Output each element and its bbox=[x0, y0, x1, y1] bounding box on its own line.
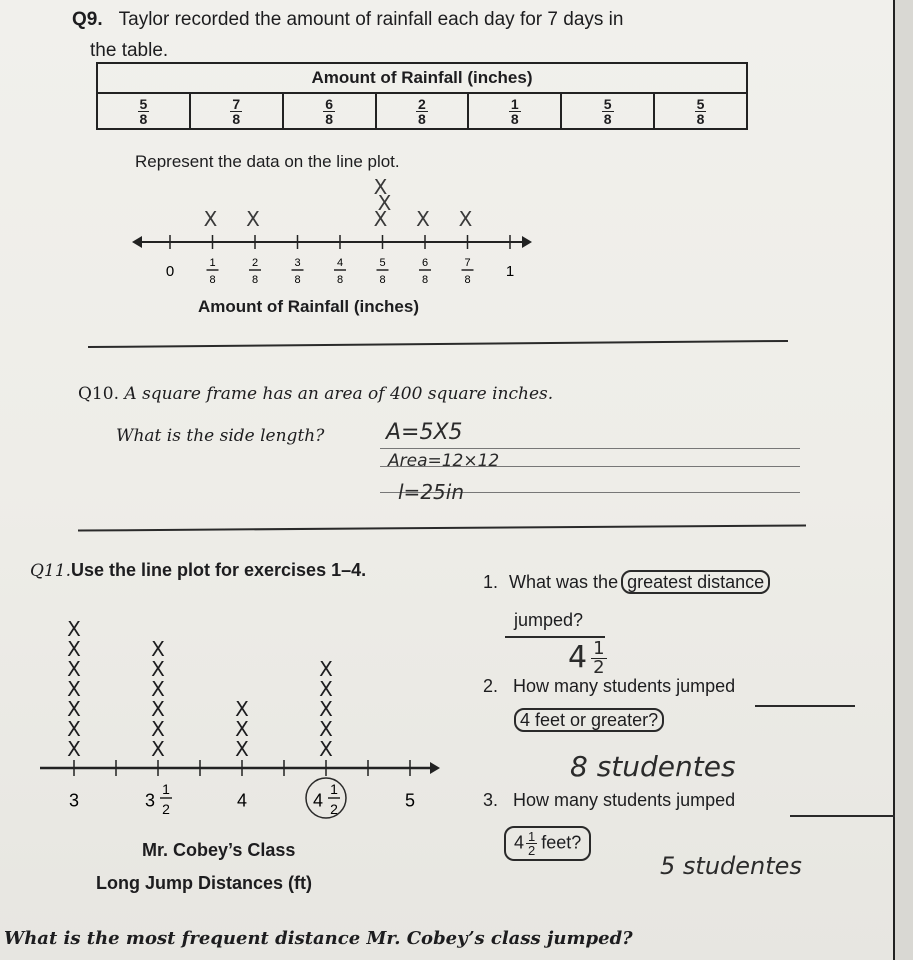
x-mark: X bbox=[319, 677, 333, 701]
rainfall-table-row bbox=[97, 93, 747, 129]
plot-tick-label-denominator: 8 bbox=[464, 274, 471, 286]
fraction bbox=[323, 97, 335, 126]
axis-arrow-right bbox=[430, 762, 440, 774]
q10-question: What is the side length? bbox=[116, 426, 325, 446]
handwritten-x-mark: X bbox=[373, 207, 388, 231]
answer-underline bbox=[790, 815, 895, 817]
plot-tick-label-numerator: 1 bbox=[162, 781, 170, 797]
axis-arrow-left bbox=[132, 236, 142, 248]
numerator: 5 bbox=[603, 95, 612, 112]
plot-tick-label-numerator: 1 bbox=[209, 257, 216, 269]
handwritten-x-mark: X bbox=[458, 207, 473, 231]
q11-instruction: Use the line plot for exercises 1–4. bbox=[70, 560, 367, 580]
exercise-1-answer-whole: 4 bbox=[568, 640, 588, 675]
plot-tick-label: 3 bbox=[68, 790, 80, 811]
plot-tick-label-numerator: 1 bbox=[330, 781, 338, 797]
x-mark: X bbox=[235, 697, 249, 721]
exercise-3-number: 3. bbox=[483, 790, 499, 810]
q9-number: Q9. bbox=[72, 9, 103, 30]
exercise-1 bbox=[483, 572, 770, 593]
plot-tick-label: 1 bbox=[505, 262, 515, 280]
denominator: 8 bbox=[232, 110, 241, 127]
exercise-2 bbox=[483, 676, 735, 697]
denominator: 8 bbox=[418, 110, 426, 127]
plot-tick-label-denominator: 8 bbox=[336, 274, 344, 286]
exercise-3-text: How many students jumped bbox=[513, 790, 736, 810]
x-mark: X bbox=[67, 717, 81, 741]
x-mark: X bbox=[319, 657, 333, 681]
denominator: 8 bbox=[510, 110, 519, 127]
q11-heading bbox=[30, 560, 366, 581]
q10-prompt bbox=[78, 384, 553, 404]
rainfall-table bbox=[96, 62, 748, 130]
exercise-3 bbox=[483, 790, 735, 811]
numerator: 5 bbox=[696, 95, 705, 112]
denominator: 8 bbox=[696, 110, 705, 127]
q10-answer-line1: A=5X5 bbox=[386, 420, 463, 445]
x-mark: X bbox=[67, 697, 81, 721]
q11-number: Q11. bbox=[30, 561, 71, 581]
fraction bbox=[230, 97, 242, 126]
x-mark: X bbox=[151, 657, 165, 681]
rainfall-table-cell bbox=[561, 93, 654, 129]
q10-number: Q10. bbox=[78, 384, 119, 404]
rainfall-table-title: Amount of Rainfall (inches) bbox=[97, 63, 747, 93]
exercise-1-text-2: jumped? bbox=[514, 610, 584, 630]
plot-tick-label-denominator: 8 bbox=[379, 274, 386, 286]
answer-line bbox=[380, 448, 800, 449]
x-mark: X bbox=[151, 677, 165, 701]
exercise-1-answer-num: 1 bbox=[593, 638, 605, 659]
x-mark: X bbox=[67, 737, 81, 761]
fraction bbox=[509, 97, 521, 126]
q9-prompt bbox=[72, 4, 720, 66]
handwritten-x-mark: X bbox=[416, 207, 430, 231]
exercise-2-text: How many students jumped bbox=[513, 676, 736, 696]
rainfall-plot-xlabel: Amount of Rainfall (inches) bbox=[198, 297, 419, 316]
axis-arrow-right bbox=[522, 236, 532, 248]
rainfall-table-cell bbox=[654, 93, 747, 129]
x-mark: X bbox=[151, 717, 165, 741]
rainfall-table-cell bbox=[283, 93, 376, 129]
x-mark: X bbox=[151, 637, 165, 661]
x-mark: X bbox=[67, 617, 81, 641]
plot-tick-label-denominator: 8 bbox=[294, 274, 301, 286]
q10-answer-line3: l=25in bbox=[398, 480, 464, 504]
long-jump-line-plot bbox=[40, 596, 450, 836]
plot-tick-label-denominator: 2 bbox=[162, 801, 170, 817]
exercise-2-boxed-text: 4 feet or greater? bbox=[514, 708, 664, 732]
fraction bbox=[138, 97, 150, 126]
handwritten-x-mark: X bbox=[246, 207, 260, 231]
q9-prompt-line2: the table. bbox=[90, 40, 169, 61]
plot-caption-class: Mr. Cobey’s Class bbox=[142, 840, 296, 860]
plot-tick-label-numerator: 5 bbox=[379, 257, 386, 269]
exercise-1-number: 1. bbox=[483, 572, 499, 592]
plot-caption-title: Long Jump Distances (ft) bbox=[96, 873, 313, 893]
rainfall-table-cell bbox=[376, 93, 469, 129]
q10-prompt-text: A square frame has an area of 400 square inches. bbox=[124, 384, 554, 404]
q10-answer-line2: Area=12×12 bbox=[388, 451, 500, 471]
plot-tick-label-denominator: 8 bbox=[251, 274, 259, 286]
rainfall-table-cell bbox=[190, 93, 283, 129]
answer-underline bbox=[755, 705, 855, 707]
exercise-3-boxed-num: 1 bbox=[528, 829, 536, 844]
q9-instruction: Represent the data on the line plot. bbox=[135, 152, 400, 171]
x-mark: X bbox=[319, 717, 333, 741]
fraction bbox=[602, 97, 614, 126]
exercise-2-answer: 8 studentes bbox=[570, 750, 736, 783]
numerator: 1 bbox=[510, 95, 519, 112]
x-mark: X bbox=[235, 737, 249, 761]
handwritten-x-mark: X bbox=[203, 207, 218, 231]
x-mark: X bbox=[319, 737, 333, 761]
denominator: 8 bbox=[325, 110, 333, 127]
numerator: 2 bbox=[418, 95, 426, 112]
x-mark: X bbox=[67, 677, 81, 701]
x-mark: X bbox=[151, 697, 165, 721]
plot-tick-label-whole: 3 bbox=[144, 790, 156, 811]
x-mark: X bbox=[67, 637, 81, 661]
page-edge bbox=[893, 0, 913, 960]
denominator: 8 bbox=[603, 110, 612, 127]
plot-tick-label-whole: 4 bbox=[312, 790, 324, 811]
exercise-3-boxed-whole: 4 bbox=[514, 832, 525, 853]
handwritten-x-mark: X bbox=[373, 175, 388, 199]
rainfall-table-cell bbox=[468, 93, 561, 129]
exercise-4-text: What is the most frequent distance Mr. Cobey’s class jumped? bbox=[4, 928, 633, 949]
x-mark: X bbox=[319, 697, 333, 721]
answer-underline bbox=[505, 636, 605, 638]
numerator: 6 bbox=[325, 95, 333, 112]
plot-tick-label-numerator: 2 bbox=[251, 257, 259, 269]
handwritten-x-mark: X bbox=[377, 191, 392, 215]
exercise-2-number: 2. bbox=[483, 676, 499, 696]
numerator: 5 bbox=[139, 95, 148, 112]
exercise-1-boxed: greatest distance bbox=[621, 570, 770, 594]
plot-tick-label: 0 bbox=[165, 262, 175, 280]
plot-tick-label-numerator: 6 bbox=[421, 257, 429, 269]
plot-tick-label-numerator: 7 bbox=[464, 257, 471, 269]
x-mark: X bbox=[67, 657, 81, 681]
fraction bbox=[695, 97, 707, 126]
fraction bbox=[416, 97, 428, 126]
numerator: 7 bbox=[232, 95, 241, 112]
plot-tick-label-numerator: 3 bbox=[294, 257, 301, 269]
exercise-1-text: What was the bbox=[509, 572, 619, 592]
exercise-3-answer: 5 studentes bbox=[660, 852, 802, 880]
denominator: 8 bbox=[139, 110, 148, 127]
plot-tick-label: 4 bbox=[236, 790, 248, 811]
exercise-1-answer bbox=[568, 640, 607, 677]
plot-tick-label-denominator: 2 bbox=[330, 801, 338, 817]
x-mark: X bbox=[151, 737, 165, 761]
exercise-1-answer-den: 2 bbox=[593, 657, 605, 678]
exercise-3-boxed-den: 2 bbox=[528, 843, 536, 858]
exercise-2-boxed bbox=[514, 710, 664, 731]
x-mark: X bbox=[235, 717, 249, 741]
plot-tick-label-numerator: 4 bbox=[336, 257, 344, 269]
plot-tick-label: 5 bbox=[404, 790, 416, 811]
plot-tick-label-denominator: 8 bbox=[209, 274, 216, 286]
exercise-3-boxed bbox=[504, 826, 591, 861]
q9-prompt-line1: Taylor recorded the amount of rainfall each day for 7 days in bbox=[118, 9, 624, 30]
plot-tick-label-denominator: 8 bbox=[421, 274, 429, 286]
exercise-3-boxed-rest: feet? bbox=[541, 832, 582, 853]
rainfall-table-cell bbox=[97, 93, 190, 129]
